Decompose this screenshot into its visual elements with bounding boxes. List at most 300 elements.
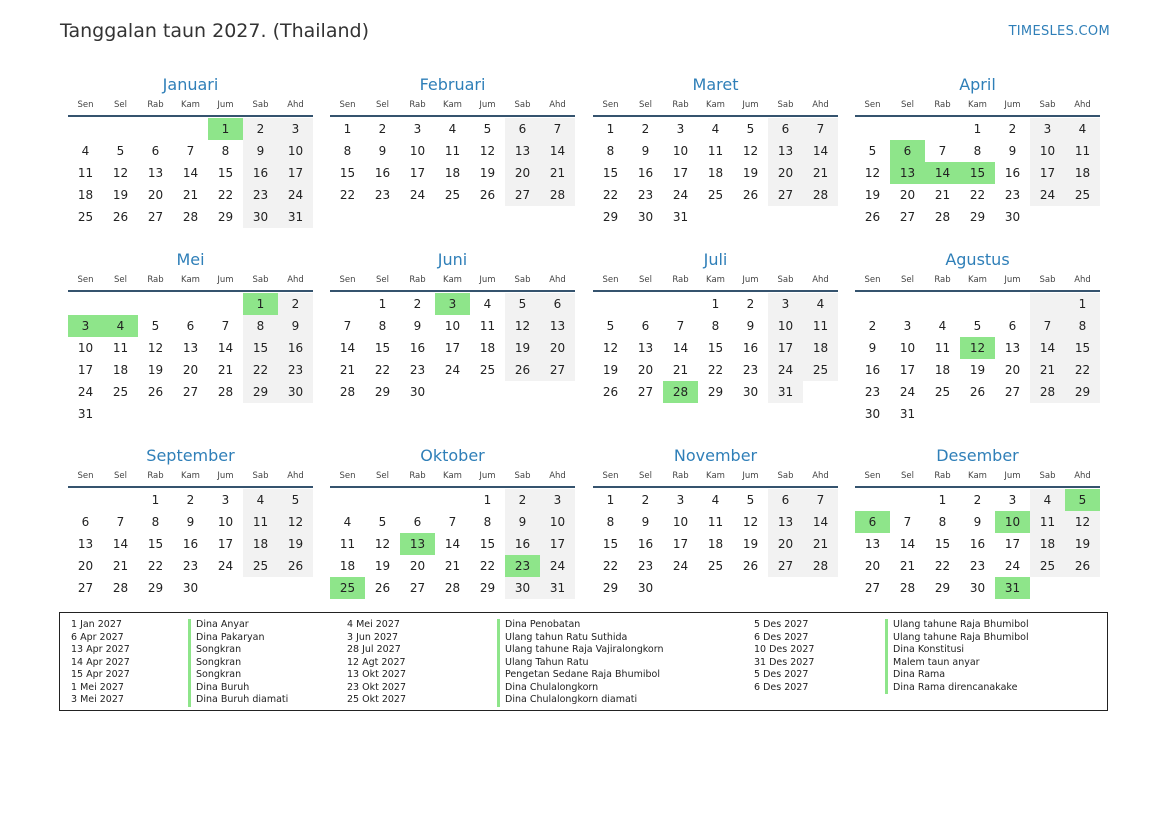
day-cell: 24 — [444, 363, 461, 377]
day-cell: 20 — [899, 188, 916, 202]
day-cell: 23 — [243, 184, 278, 206]
day-grid — [68, 489, 313, 599]
day-cell: 2 — [641, 122, 650, 136]
day-cell: 30 — [969, 581, 986, 595]
weekday-label: Kam — [968, 275, 987, 285]
legend-date: 6 Des 2027 — [754, 631, 809, 643]
month-name: Februari — [419, 75, 486, 94]
weekday-label: Jum — [1004, 275, 1021, 285]
weekday-label: Ahd — [549, 100, 566, 110]
day-cell: 23 — [374, 188, 391, 202]
month-juli — [593, 249, 838, 403]
day-cell: 6 — [1008, 319, 1017, 333]
day-cell: 20 — [1004, 363, 1021, 377]
weekday-label: Kam — [706, 471, 725, 481]
day-cell: 30 — [637, 210, 654, 224]
day-cell: 13 — [540, 315, 575, 337]
day-cell: 1 — [151, 493, 160, 507]
day-cell: 21 — [803, 533, 838, 555]
day-cell: 9 — [1008, 144, 1017, 158]
empty-cell — [855, 293, 890, 315]
legend-holiday-name: Ulang tahune Raja Bhumibol — [885, 632, 1029, 645]
day-cell: 12 — [864, 166, 881, 180]
day-cell: 27 — [540, 359, 575, 381]
day-cell: 11 — [707, 515, 724, 529]
day-cell: 31 — [672, 210, 689, 224]
holiday-day-cell: 1 — [208, 118, 243, 140]
day-cell: 31 — [899, 407, 916, 421]
legend-date: 6 Des 2027 — [754, 681, 809, 693]
day-cell: 13 — [182, 341, 199, 355]
day-cell: 14 — [1030, 337, 1065, 359]
empty-cell — [68, 489, 103, 511]
day-cell: 5 — [746, 122, 755, 136]
day-cell: 27 — [768, 184, 803, 206]
day-cell: 29 — [479, 581, 496, 595]
weekday-label: Rab — [934, 275, 951, 285]
holiday-day-cell: 6 — [890, 140, 925, 162]
day-cell: 18 — [339, 559, 356, 573]
holiday-day-cell: 1 — [243, 293, 278, 315]
day-cell: 10 — [1030, 140, 1065, 162]
day-cell: 16 — [278, 337, 313, 359]
day-cell: 8 — [343, 144, 352, 158]
legend-holiday-name: Dina Penobatan — [497, 619, 580, 632]
day-grid — [593, 293, 838, 403]
day-cell: 8 — [1065, 315, 1100, 337]
day-cell: 9 — [868, 341, 877, 355]
day-cell: 14 — [112, 537, 129, 551]
day-cell: 10 — [278, 140, 313, 162]
weekday-label: Ahd — [1074, 471, 1091, 481]
day-cell: 26 — [505, 359, 540, 381]
weekday-header — [855, 98, 1100, 113]
day-cell: 23 — [864, 385, 881, 399]
day-cell: 16 — [505, 533, 540, 555]
legend-holiday-name: Songkran — [188, 644, 241, 657]
legend-holiday-name: Dina Chulalongkorn diamati — [497, 694, 637, 707]
day-cell: 13 — [505, 140, 540, 162]
legend-date: 31 Des 2027 — [754, 656, 815, 668]
day-cell: 22 — [479, 559, 496, 573]
day-cell: 25 — [934, 385, 951, 399]
day-cell: 22 — [934, 559, 951, 573]
legend-date: 25 Okt 2027 — [347, 694, 407, 705]
day-cell: 5 — [973, 319, 982, 333]
day-cell: 9 — [973, 515, 982, 529]
weekday-label: Kam — [443, 275, 462, 285]
day-cell: 7 — [938, 144, 947, 158]
day-cell: 21 — [112, 559, 129, 573]
weekday-label: Sab — [252, 471, 269, 481]
weekday-label: Sen — [339, 471, 356, 481]
day-cell: 25 — [707, 559, 724, 573]
weekday-header — [68, 98, 313, 113]
day-cell: 18 — [1065, 162, 1100, 184]
legend-date: 5 Des 2027 — [754, 619, 809, 630]
month-divider — [68, 115, 313, 117]
day-cell: 3 — [413, 122, 422, 136]
day-cell: 19 — [1065, 533, 1100, 555]
day-cell: 1 — [343, 122, 352, 136]
weekday-label: Kam — [968, 100, 987, 110]
holiday-day-cell: 31 — [995, 577, 1030, 599]
weekday-header — [330, 469, 575, 484]
day-grid — [593, 118, 838, 228]
day-cell: 16 — [243, 162, 278, 184]
brand-link[interactable]: TIMESLES.COM — [1008, 24, 1110, 39]
day-cell: 25 — [803, 359, 838, 381]
day-cell: 4 — [448, 122, 457, 136]
day-cell: 27 — [409, 581, 426, 595]
day-cell: 10 — [672, 515, 689, 529]
day-cell: 20 — [540, 337, 575, 359]
day-cell: 11 — [803, 315, 838, 337]
month-name: November — [673, 446, 758, 465]
day-cell: 8 — [938, 515, 947, 529]
day-cell: 3 — [676, 122, 685, 136]
day-cell: 15 — [707, 341, 724, 355]
month-april — [855, 74, 1100, 228]
day-cell: 21 — [444, 559, 461, 573]
weekday-header — [330, 98, 575, 113]
day-cell: 18 — [243, 533, 278, 555]
day-cell: 15 — [479, 537, 496, 551]
day-cell: 20 — [77, 559, 94, 573]
day-cell: 10 — [672, 144, 689, 158]
day-cell: 26 — [864, 210, 881, 224]
weekday-label: Sab — [777, 275, 794, 285]
day-cell: 17 — [217, 537, 234, 551]
day-cell: 24 — [77, 385, 94, 399]
day-cell: 18 — [77, 188, 94, 202]
legend-date: 14 Apr 2027 — [71, 656, 130, 668]
month-divider — [68, 290, 313, 292]
weekday-label: Jum — [479, 275, 496, 285]
month-divider — [593, 486, 838, 488]
day-cell: 9 — [278, 315, 313, 337]
day-cell: 29 — [147, 581, 164, 595]
weekday-label: Rab — [147, 100, 164, 110]
weekday-label: Jum — [217, 100, 234, 110]
legend-date: 1 Mei 2027 — [71, 681, 124, 693]
weekday-label: Rab — [147, 275, 164, 285]
day-cell: 19 — [479, 166, 496, 180]
day-cell: 17 — [672, 537, 689, 551]
day-cell: 21 — [934, 188, 951, 202]
weekday-label: Ahd — [812, 471, 829, 481]
weekday-label: Sel — [639, 471, 652, 481]
month-juni — [330, 249, 575, 403]
day-cell: 6 — [641, 319, 650, 333]
weekday-label: Sen — [339, 100, 356, 110]
day-cell: 29 — [602, 210, 619, 224]
day-cell: 7 — [186, 144, 195, 158]
day-cell: 10 — [899, 341, 916, 355]
legend-date: 4 Mei 2027 — [347, 619, 400, 630]
day-cell: 16 — [182, 537, 199, 551]
month-name: Desember — [936, 446, 1019, 465]
legend-date: 28 Jul 2027 — [347, 644, 401, 655]
holiday-legend — [59, 612, 1108, 711]
day-cell: 14 — [444, 537, 461, 551]
day-cell: 29 — [243, 381, 278, 403]
day-cell: 9 — [378, 144, 387, 158]
day-cell: 1 — [1065, 293, 1100, 315]
day-cell: 3 — [768, 293, 803, 315]
day-cell: 7 — [676, 319, 685, 333]
empty-cell — [138, 293, 173, 315]
weekday-label: Ahd — [1074, 100, 1091, 110]
day-cell: 7 — [803, 489, 838, 511]
holiday-day-cell: 5 — [1065, 489, 1100, 511]
day-cell: 15 — [217, 166, 234, 180]
weekday-label: Ahd — [1074, 275, 1091, 285]
legend-holiday-name: Malem taun anyar — [885, 657, 980, 670]
day-cell: 21 — [899, 559, 916, 573]
day-cell: 28 — [934, 210, 951, 224]
weekday-label: Sab — [777, 471, 794, 481]
empty-cell — [890, 489, 925, 511]
page-title: Tanggalan taun 2027. (Thailand) — [60, 20, 369, 42]
empty-cell — [103, 489, 138, 511]
day-cell: 26 — [742, 559, 759, 573]
day-cell: 13 — [768, 511, 803, 533]
day-cell: 5 — [151, 319, 160, 333]
day-cell: 16 — [969, 537, 986, 551]
day-cell: 27 — [182, 385, 199, 399]
legend-holiday-name: Songkran — [188, 657, 241, 670]
day-cell: 25 — [243, 555, 278, 577]
month-name: Juni — [437, 250, 468, 269]
legend-date: 23 Okt 2027 — [347, 681, 407, 693]
day-cell: 3 — [1008, 493, 1017, 507]
weekday-label: Sel — [639, 275, 652, 285]
day-cell: 26 — [1065, 555, 1100, 577]
day-cell: 18 — [707, 166, 724, 180]
weekday-label: Jum — [479, 100, 496, 110]
weekday-label: Sel — [639, 100, 652, 110]
day-cell: 8 — [243, 315, 278, 337]
day-cell: 19 — [969, 363, 986, 377]
legend-holiday-name: Dina Pakaryan — [188, 632, 264, 645]
day-cell: 31 — [768, 381, 803, 403]
weekday-label: Rab — [672, 275, 689, 285]
day-cell: 19 — [742, 166, 759, 180]
month-divider — [330, 486, 575, 488]
weekday-header — [593, 273, 838, 288]
legend-holiday-name: Pengetan Sedane Raja Bhumibol — [497, 669, 660, 682]
empty-cell — [138, 118, 173, 140]
legend-holiday-name: Dina Anyar — [188, 619, 249, 632]
empty-cell — [68, 293, 103, 315]
day-cell: 1 — [711, 297, 720, 311]
day-cell: 6 — [81, 515, 90, 529]
month-divider — [855, 115, 1100, 117]
day-cell: 20 — [409, 559, 426, 573]
day-cell: 17 — [672, 166, 689, 180]
month-oktober — [330, 445, 575, 599]
day-cell: 26 — [147, 385, 164, 399]
day-cell: 13 — [768, 140, 803, 162]
day-cell: 31 — [278, 206, 313, 228]
weekday-label: Kam — [443, 471, 462, 481]
weekday-label: Rab — [409, 275, 426, 285]
legend-date: 13 Okt 2027 — [347, 669, 407, 680]
month-november — [593, 445, 838, 599]
weekday-label: Rab — [409, 100, 426, 110]
day-cell: 21 — [182, 188, 199, 202]
weekday-label: Sab — [777, 100, 794, 110]
day-cell: 29 — [602, 581, 619, 595]
legend-holiday-name: Dina Buruh — [188, 682, 249, 695]
month-divider — [855, 486, 1100, 488]
day-cell: 15 — [147, 537, 164, 551]
day-cell: 19 — [505, 337, 540, 359]
day-cell: 21 — [339, 363, 356, 377]
day-cell: 6 — [186, 319, 195, 333]
day-cell: 10 — [444, 319, 461, 333]
weekday-label: Sel — [901, 275, 914, 285]
day-cell: 2 — [746, 297, 755, 311]
day-cell: 24 — [278, 184, 313, 206]
day-cell: 18 — [803, 337, 838, 359]
day-cell: 7 — [221, 319, 230, 333]
day-grid — [330, 293, 575, 403]
day-cell: 8 — [711, 319, 720, 333]
weekday-label: Kam — [706, 275, 725, 285]
day-cell: 17 — [1004, 537, 1021, 551]
day-grid — [68, 118, 313, 228]
day-cell: 21 — [217, 363, 234, 377]
day-cell: 8 — [606, 515, 615, 529]
day-cell: 12 — [742, 144, 759, 158]
day-cell: 2 — [973, 493, 982, 507]
month-divider — [330, 115, 575, 117]
weekday-label: Rab — [934, 471, 951, 481]
day-cell: 8 — [151, 515, 160, 529]
weekday-label: Sen — [602, 100, 619, 110]
day-cell: 24 — [217, 559, 234, 573]
day-cell: 16 — [637, 537, 654, 551]
day-cell: 5 — [606, 319, 615, 333]
empty-cell — [855, 118, 890, 140]
legend-holiday-name: Dina Rama — [885, 669, 945, 682]
month-name: Januari — [162, 75, 219, 94]
day-grid — [855, 118, 1100, 228]
legend-holiday-name: Dina Konstitusi — [885, 644, 964, 657]
day-cell: 11 — [243, 511, 278, 533]
weekday-label: Jum — [479, 471, 496, 481]
weekday-label: Sel — [114, 471, 127, 481]
weekday-label: Sab — [1039, 100, 1056, 110]
day-cell: 6 — [768, 118, 803, 140]
day-cell: 27 — [505, 184, 540, 206]
day-cell: 7 — [903, 515, 912, 529]
day-cell: 12 — [278, 511, 313, 533]
weekday-label: Ahd — [549, 471, 566, 481]
day-cell: 30 — [278, 381, 313, 403]
day-cell: 24 — [1030, 184, 1065, 206]
weekday-label: Sel — [376, 100, 389, 110]
day-cell: 6 — [151, 144, 160, 158]
day-cell: 27 — [899, 210, 916, 224]
day-cell: 11 — [1030, 511, 1065, 533]
empty-cell — [890, 118, 925, 140]
weekday-label: Rab — [409, 471, 426, 481]
day-cell: 17 — [409, 166, 426, 180]
day-cell: 21 — [540, 162, 575, 184]
day-grid — [855, 293, 1100, 425]
weekday-header — [330, 273, 575, 288]
day-cell: 11 — [112, 341, 129, 355]
month-mei — [68, 249, 313, 425]
day-cell: 21 — [1030, 359, 1065, 381]
day-cell: 25 — [77, 210, 94, 224]
day-cell: 2 — [413, 297, 422, 311]
day-cell: 4 — [711, 493, 720, 507]
day-cell: 28 — [803, 184, 838, 206]
day-cell: 20 — [768, 162, 803, 184]
day-cell: 2 — [278, 293, 313, 315]
month-divider — [330, 290, 575, 292]
day-cell: 5 — [868, 144, 877, 158]
day-cell: 26 — [374, 581, 391, 595]
empty-cell — [103, 118, 138, 140]
holiday-day-cell: 3 — [68, 315, 103, 337]
day-cell: 12 — [479, 144, 496, 158]
holiday-day-cell: 3 — [435, 293, 470, 315]
day-cell: 5 — [378, 515, 387, 529]
day-grid — [855, 489, 1100, 599]
weekday-label: Kam — [443, 100, 462, 110]
day-cell: 8 — [606, 144, 615, 158]
day-cell: 22 — [217, 188, 234, 202]
day-cell: 22 — [339, 188, 356, 202]
day-cell: 2 — [641, 493, 650, 507]
legend-holiday-name: Songkran — [188, 669, 241, 682]
day-cell: 26 — [479, 188, 496, 202]
day-cell: 15 — [602, 166, 619, 180]
day-cell: 13 — [864, 537, 881, 551]
weekday-label: Sen — [602, 471, 619, 481]
weekday-label: Ahd — [287, 275, 304, 285]
day-cell: 23 — [969, 559, 986, 573]
day-cell: 18 — [707, 537, 724, 551]
empty-cell — [330, 293, 365, 315]
day-cell: 14 — [803, 140, 838, 162]
day-cell: 4 — [938, 319, 947, 333]
day-cell: 25 — [707, 188, 724, 202]
holiday-day-cell: 14 — [925, 162, 960, 184]
month-name: Maret — [692, 75, 739, 94]
day-cell: 7 — [540, 118, 575, 140]
day-cell: 28 — [339, 385, 356, 399]
legend-date: 12 Agt 2027 — [347, 656, 406, 668]
day-cell: 17 — [77, 363, 94, 377]
day-cell: 14 — [899, 537, 916, 551]
empty-cell — [960, 293, 995, 315]
day-cell: 10 — [409, 144, 426, 158]
empty-cell — [435, 489, 470, 511]
day-cell: 29 — [969, 210, 986, 224]
empty-cell — [925, 293, 960, 315]
weekday-label: Sen — [864, 275, 881, 285]
empty-cell — [628, 293, 663, 315]
day-cell: 8 — [378, 319, 387, 333]
day-cell: 17 — [540, 533, 575, 555]
month-maret — [593, 74, 838, 228]
